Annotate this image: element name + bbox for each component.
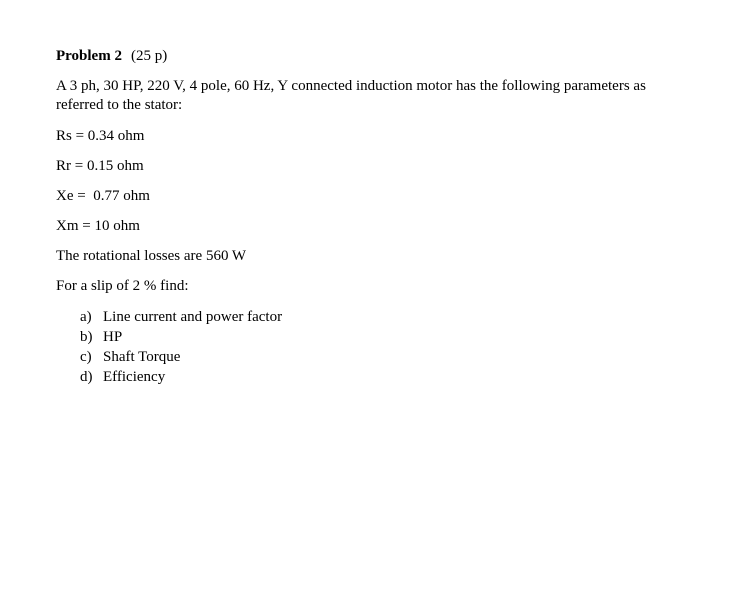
rotational-losses: The rotational losses are 560 W (56, 248, 247, 264)
parameter-rs: Rs = 0.34 ohm (56, 128, 145, 144)
question-marker: a) (80, 309, 92, 325)
problem-document (56, 46, 696, 387)
question-item (80, 307, 696, 327)
question-item (80, 347, 696, 367)
problem-title (56, 46, 696, 66)
find-prompt: For a slip of 2 % find: (56, 278, 189, 294)
question-text: Line current and power factor (103, 309, 283, 325)
problem-points: (25 p) (130, 48, 168, 64)
question-marker: c) (80, 349, 92, 365)
question-text: Shaft Torque (103, 349, 181, 365)
parameter-rr: Rr = 0.15 ohm (56, 158, 144, 174)
problem-heading: Problem 2 (56, 48, 122, 64)
question-item (80, 327, 696, 347)
question-text: Efficiency (103, 369, 166, 385)
parameter-xe: Xe = 0.77 ohm (56, 188, 150, 204)
question-text: HP (103, 329, 123, 345)
question-marker: b) (80, 329, 93, 345)
question-list (56, 307, 696, 387)
question-marker: d) (80, 369, 93, 385)
parameter-xm: Xm = 10 ohm (56, 218, 140, 234)
question-item (80, 367, 696, 387)
problem-statement: A 3 ph, 30 HP, 220 V, 4 pole, 60 Hz, Y connected induction motor has the following parameters as referred to the stator: (56, 78, 646, 113)
